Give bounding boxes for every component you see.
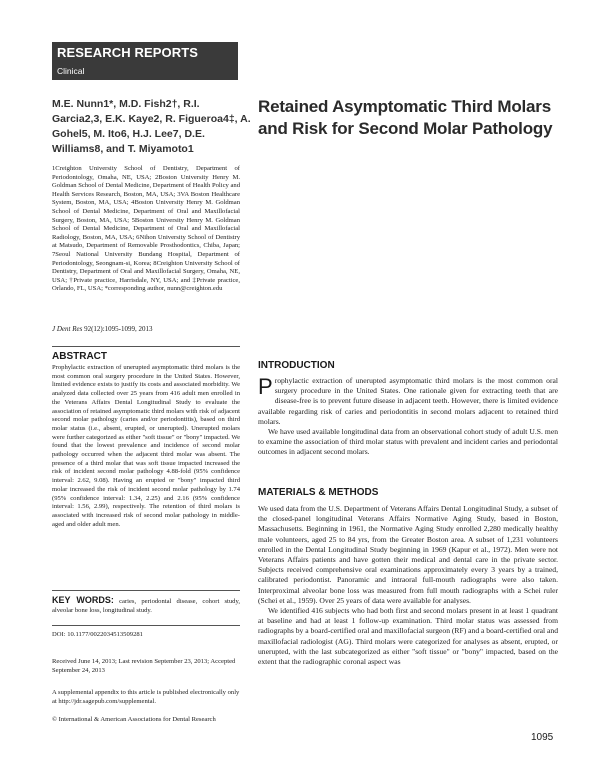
section-label: RESEARCH REPORTS [57,45,199,60]
copyright-notice: © International & American Associations for Dental Research [52,716,216,723]
methods-heading: MATERIALS & METHODS [258,487,379,498]
journal-volume-pages: 92(12):1095-1099, 2013 [82,325,153,333]
keywords [52,596,240,615]
keywords-text: caries, periodontal disease, cohort study, alveolar bone loss, longitudinal study. [52,598,240,614]
methods-paragraph-2: We identified 416 subjects who had both first and second molars present in at least 1 quadrant at baseline and had at least 1 follow-up examination. Third molar status was assessed from radiographs by a board-certified oral and maxillofacial surgeon (RF) and a board-certified oral and maxillofacial radiologist (AG). Third molars were categorized for analyses as absent, erupted, or unerupted, with the last subcategorized as either "soft tissue" or "bony" impacted, based on the extent that the radiographic coronal aspect was [258,606,558,667]
journal-citation [52,325,153,333]
affiliations: 1Creighton University School of Dentistry, Department of Periodontology, Omaha, NE, USA; 2Boston University Henry M. Goldman School of Dental Medicine, Department of Health Policy and Health Services Research, Boston, MA, USA; 3VA Boston Healthcare System, Boston, MA, USA; 4Boston University Henry M. Goldman School of Dental Medicine, Department of Oral and Maxillofacial Surgery, Boston, MA, USA; 5Boston University Henry M. Goldman School of Dental Medicine, Department of Oral and Maxillofacial Radiology, Boston, MA, USA; 6Nihon University School of Dentistry at Matsudo, Department of Removable Prosthodontics, Chiba, Japan; 7Seoul National University Bundang Hospital, Department of Periodontology, Seongnam-si, Korea; 8Creighton University School of Dentistry, Department of Oral and Maxillofacial Surgery, Omaha, NE, USA; †Private practice, Harrisdale, NY, USA; and ‡Private practice, Orlando, FL, USA; *corresponding author, nunn@creighton.edu [52,165,240,293]
abstract-text: Prophylactic extraction of unerupted asymptomatic third molars is the most common oral surgery procedure in the United States. However, limited evidence exists to justify its costs and associated morbidity. We analyzed data collected over 25 years from 416 adult men enrolled in the Veterans Affairs Dental Longitudinal Study to evaluate the association of retained asymptomatic third molars with risk of adjacent second molar pathology (caries and/or periodontitis), based on third molar status (i.e., absent, erupted, or unerupted). Unerupted molars were further categorized as either "soft tissue" or "bony" impacted. We found that the lowest prevalence and incidence of second molar pathology occurred when the adjacent third molar was absent. The presence of a third molar that was soft tissue impacted increased the risk of incident second molar pathology 4.88-fold (95% confidence interval: 2.62, 9.08). Having an erupted or "bony" impacted third molar increased the risk of incident second molar pathology by 1.74 (95% confidence interval: 1.34, 2.25) and 2.16 (95% confidence interval: 1.56, 2.99), respectively. The retention of third molars is associated with increased risk of second molar pathology in middle-aged and older adult men. [52,364,240,528]
journal-name: J Dent Res [52,325,83,333]
article-dates: Received June 14, 2013; Last revision September 23, 2013; Accepted September 24, 2013 [52,658,236,674]
subsection-label: Clinical [57,66,85,76]
author-list: M.E. Nunn1*, M.D. Fish2†, R.I. Garcia2,3, E.K. Kaye2, R. Figueroa4‡, A. Gohel5, M. Ito6, H.J. Lee7, D.E. Williams8, and T. Miyamoto1 [52,98,251,155]
methods-paragraph-1: We used data from the U.S. Department of Veterans Affairs Dental Longitudinal Study, a subset of the closed-panel longitudinal Veterans Affairs Normative Aging Study, based in Boston, Massachusetts. Beginning in 1961, the Normative Aging Study enrolled 2,280 medically healthy male volunteers, aged 25 to 84 yrs, from the Greater Boston area. A subset of 1,231 volunteers enrolled in the Dental Longitudinal Study beginning in 1969 (Kapur et al., 1972). Men were not Veterans Affairs patients and have gotten their medical and dental care in the private sector. Subjects received comprehensive oral examinations approximately every 3 years by a trained, calibrated periodontist. Panoramic and intraoral full-mouth radiographs were also taken. Interproximal alveolar bone loss was measured from full mouth radiographs with a Schei ruler (Schei et al., 1959). Over 25 years of data were available for analyses. [258,504,558,605]
introduction-body [258,376,558,458]
drop-cap: P [258,374,273,399]
abstract-divider [52,346,240,347]
introduction-paragraph-2: We have used available longitudinal data from an observational cohort study of adult U.S. men to examine the association of third molar status with prevalent and incident caries and periodontal outcomes in adjacent second molars. [258,427,558,457]
introduction-heading: INTRODUCTION [258,360,335,371]
keywords-divider [52,590,240,591]
page-number: 1095 [531,732,554,743]
supplement-note: A supplemental appendix to this article is published electronically only at http://jdr.sagepub.com/supplemental. [52,689,240,705]
introduction-paragraph-1: rophylactic extraction of unerupted asymptomatic third molars is the most common oral surgery procedure in the United States. One rationale given for extracting teeth that are disease-free is to prevent future disease in adjacent teeth. However, there is limited evidence available regarding risk of caries and periodontitis in second molars adjacent to retained third molars. [258,376,558,426]
article-title: Retained Asymptomatic Third Molars and Risk for Second Molar Pathology [258,97,553,138]
abstract-heading: ABSTRACT [52,351,107,362]
doi: DOI: 10.1177/0022034513509281 [52,631,143,638]
introduction-paragraph [258,376,558,427]
methods-body [258,504,558,667]
keywords-label: KEY WORDS: [52,595,114,605]
meta-divider [52,625,240,626]
